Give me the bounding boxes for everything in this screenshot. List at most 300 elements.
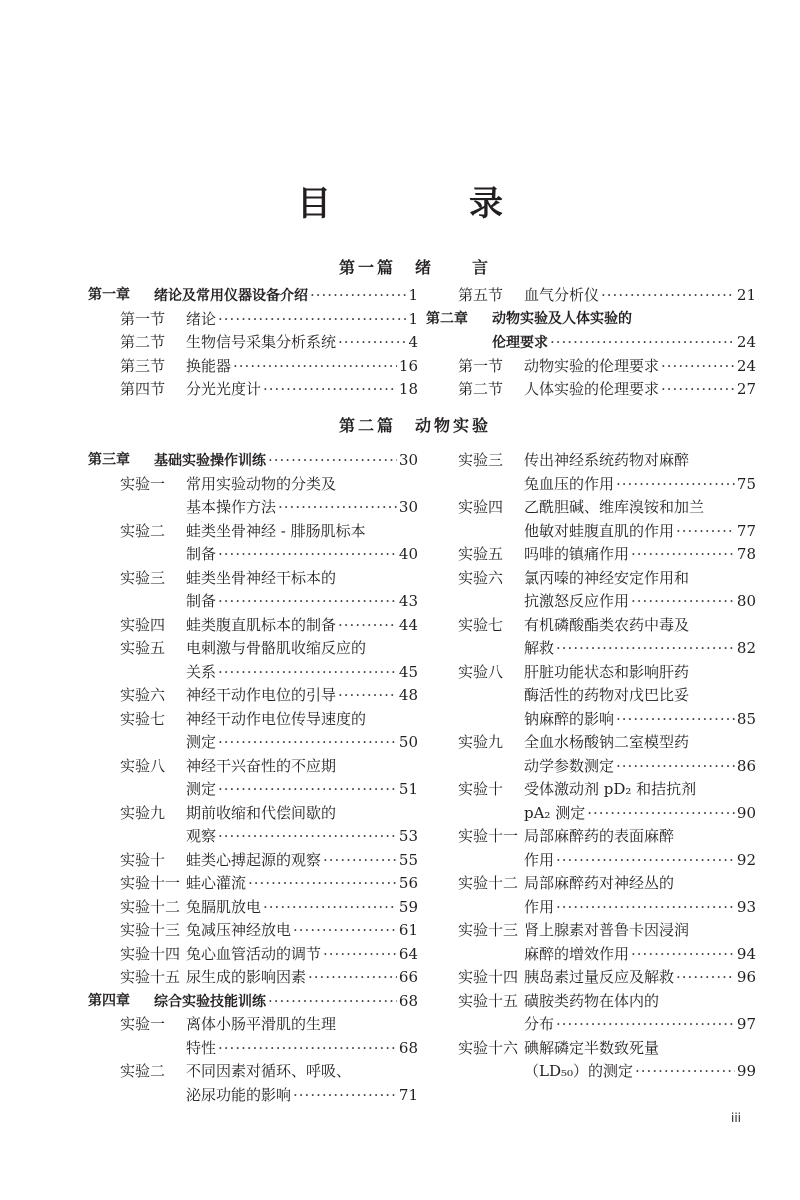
toc-entry-page: 94 — [736, 944, 756, 963]
toc-leader-dots — [323, 849, 397, 873]
toc-entry-text — [186, 1013, 418, 1037]
toc-entry — [426, 520, 756, 544]
page-title: 目 录 — [297, 184, 555, 224]
toc-entry-text — [186, 378, 418, 402]
toc-entry — [426, 966, 756, 990]
toc-leader-dots — [310, 284, 406, 308]
toc-entry — [88, 802, 418, 826]
toc-leader-dots — [293, 1084, 397, 1108]
toc-entry-title: 电刺激与骨骼肌收缩反应的 — [186, 639, 367, 657]
toc-leader-dots — [338, 331, 406, 355]
toc-entry-title: 蛙心灌流 — [186, 874, 247, 892]
toc-entry-title: 麻醉的增效作用 — [524, 944, 630, 963]
toc-entry-title: 血气分析仪 — [524, 286, 600, 304]
toc-entry-page: 53 — [398, 827, 418, 845]
toc-leader-dots — [218, 543, 397, 567]
toc-entry-page: 24 — [736, 356, 756, 375]
toc-entry-label: 实验七 — [458, 615, 504, 634]
toc-entry-page: 27 — [736, 380, 756, 398]
toc-entry — [88, 449, 418, 473]
toc-entry-title: 神经干动作电位传导速度的 — [186, 709, 367, 728]
toc-entry-text — [524, 355, 756, 379]
toc-entry-title: 作用 — [524, 897, 555, 916]
toc-entry-text — [186, 896, 418, 920]
toc-entry-title: 磺胺类药物在体内的 — [524, 991, 660, 1010]
toc-entry-text — [186, 825, 418, 849]
toc-entry-label: 实验十五 — [458, 991, 519, 1010]
toc-entry-text — [186, 355, 418, 379]
toc-entry-text — [154, 990, 418, 1015]
toc-entry-text — [186, 966, 418, 990]
toc-leader-dots — [218, 590, 397, 614]
toc-entry-title: 动物实验及人体实验的 — [492, 310, 632, 327]
toc-entry-title: 胰岛素过量反应及解救 — [524, 968, 675, 986]
toc-entry-page: 44 — [398, 615, 418, 634]
toc-entry-title: 人体实验的伦理要求 — [524, 380, 660, 398]
toc-entry-text — [524, 919, 756, 943]
toc-entry-label: 实验十六 — [458, 1038, 519, 1057]
toc-entry-label: 第一节 — [458, 356, 504, 375]
toc-entry-title: 观察 — [186, 827, 217, 845]
toc-entry — [88, 473, 418, 497]
toc-entry-title: 绪论及常用仪器设备介绍 — [154, 288, 308, 304]
toc-entry-page: 68 — [398, 1038, 418, 1057]
toc-entry-page: 1 — [408, 309, 418, 328]
toc-entry-page: 61 — [398, 921, 418, 939]
toc-entry-text — [492, 308, 756, 332]
toc-entry-label: 实验十 — [120, 850, 166, 869]
toc-entry-label: 实验十四 — [458, 968, 519, 986]
toc-entry-label: 实验一 — [120, 474, 166, 493]
toc-entry-title: 蛙类坐骨神经 - 腓肠肌标本 — [186, 521, 366, 540]
toc-entry-title: 局部麻醉药的表面麻醉 — [524, 827, 675, 845]
toc-leader-dots — [631, 543, 735, 567]
part-heading-1: 第一篇 绪 言 — [338, 258, 491, 277]
toc-entry — [426, 684, 756, 708]
toc-leader-dots — [218, 825, 397, 849]
toc-entry-page: 59 — [398, 897, 418, 916]
toc-entry — [88, 778, 418, 802]
toc-entry-text — [524, 614, 756, 638]
toc-entry — [88, 966, 418, 990]
toc-entry — [88, 661, 418, 685]
toc-entry — [426, 825, 756, 849]
toc-leader-dots — [248, 872, 397, 896]
toc-entry-label: 实验十二 — [120, 897, 181, 916]
toc-entry-text — [524, 1060, 756, 1084]
toc-entry-text — [186, 308, 418, 332]
toc-entry-title: 抗激怒反应作用 — [524, 592, 630, 610]
toc-entry-label: 第三节 — [120, 356, 166, 375]
toc-entry-text — [524, 990, 756, 1014]
toc-entry-title: 兔心血管活动的调节 — [186, 944, 322, 963]
toc-leader-dots — [601, 284, 735, 308]
toc-entry — [426, 708, 756, 732]
toc-entry-text — [524, 661, 756, 685]
toc-entry — [426, 1037, 756, 1061]
toc-entry — [426, 637, 756, 661]
toc-entry — [88, 308, 418, 332]
toc-entry-title: 绪论 — [186, 309, 217, 328]
toc-entry-label: 实验六 — [458, 568, 504, 587]
toc-entry-text — [186, 637, 418, 661]
toc-entry-text — [524, 684, 756, 708]
toc-leader-dots — [338, 614, 397, 638]
toc-entry — [426, 543, 756, 567]
toc-entry-page: 45 — [398, 662, 418, 681]
toc-entry — [88, 919, 418, 943]
toc-entry-page: 18 — [398, 380, 418, 398]
toc-entry-page: 24 — [736, 333, 756, 351]
toc-entry-title: 综合实验技能训练 — [154, 993, 266, 1010]
toc-entry-text — [186, 872, 418, 896]
toc-entry-title: 传出神经系统药物对麻醉 — [524, 451, 690, 469]
toc-entry — [426, 919, 756, 943]
toc-entry-label: 实验八 — [120, 756, 166, 775]
toc-entry — [88, 331, 418, 355]
toc-entry-title: 分布 — [524, 1015, 555, 1033]
toc-entry — [88, 896, 418, 920]
toc-entry-label: 第二章 — [426, 310, 468, 327]
toc-entry-title: 乙酰胆碱、维库溴铵和加兰 — [524, 498, 705, 516]
toc-entry-page: 77 — [736, 521, 756, 540]
toc-entry-text — [524, 802, 756, 826]
toc-entry — [426, 943, 756, 967]
toc-entry-page: 75 — [736, 474, 756, 493]
toc-leader-dots — [556, 637, 735, 661]
part-2-left-column — [88, 449, 418, 1107]
toc-entry-title: 神经干动作电位的引导 — [186, 686, 337, 704]
toc-entry-text — [154, 449, 418, 474]
toc-entry-page: 64 — [398, 944, 418, 963]
toc-entry — [426, 778, 756, 802]
toc-entry-label: 实验十一 — [120, 874, 181, 892]
toc-entry-title: 伦理要求 — [492, 335, 548, 351]
part-heading-2: 第二篇 动物实验 — [338, 416, 491, 435]
toc-entry-title: 分光光度计 — [186, 380, 262, 398]
toc-entry-title: 肝脏功能状态和影响肝药 — [524, 662, 690, 681]
toc-entry-text — [524, 284, 756, 308]
toc-entry-title: 肾上腺素对普鲁卡因浸润 — [524, 921, 690, 939]
toc-leader-dots — [278, 496, 397, 520]
toc-entry-title: 特性 — [186, 1038, 217, 1057]
toc-entry-label: 实验八 — [458, 662, 504, 681]
toc-entry-text — [186, 778, 418, 802]
toc-entry-text — [186, 614, 418, 638]
toc-entry-title: 动学参数测定 — [524, 756, 615, 775]
toc-entry — [88, 637, 418, 661]
toc-entry-title: 神经干兴奋性的不应期 — [186, 756, 337, 775]
toc-entry-page: 56 — [398, 874, 418, 892]
toc-entry-text — [524, 473, 756, 497]
toc-entry-text — [524, 755, 756, 779]
toc-entry-title: 蛙类腹直肌标本的制备 — [186, 615, 337, 634]
toc-entry-text — [186, 849, 418, 873]
toc-entry-text — [186, 1084, 418, 1108]
toc-entry-text — [186, 543, 418, 567]
toc-entry-title: 蛙类心搏起源的观察 — [186, 850, 322, 869]
toc-entry-text — [524, 708, 756, 732]
toc-entry-title: 期前收缩和代偿间歇的 — [186, 803, 337, 822]
toc-entry-text — [154, 284, 418, 309]
toc-entry — [426, 802, 756, 826]
toc-entry-title: 作用 — [524, 850, 555, 869]
toc-entry — [88, 943, 418, 967]
toc-entry-title: 泌尿功能的影响 — [186, 1085, 292, 1104]
toc-entry-page: 68 — [398, 991, 418, 1010]
toc-entry-text — [524, 966, 756, 990]
toc-entry-text — [186, 331, 418, 355]
toc-entry-page: 16 — [398, 356, 418, 375]
toc-entry — [426, 284, 756, 308]
toc-entry — [426, 355, 756, 379]
toc-entry-title: 钠麻醉的影响 — [524, 709, 615, 728]
toc-entry — [426, 331, 756, 355]
toc-entry — [426, 496, 756, 520]
toc-entry-text — [186, 708, 418, 732]
toc-entry — [88, 567, 418, 591]
toc-entry-page: 96 — [736, 968, 756, 986]
toc-entry — [88, 708, 418, 732]
toc-entry — [426, 661, 756, 685]
toc-entry-label: 实验十 — [458, 780, 504, 798]
toc-entry-page: 40 — [398, 545, 418, 563]
toc-entry-text — [186, 1037, 418, 1061]
toc-leader-dots — [616, 473, 735, 497]
toc-entry-text — [524, 896, 756, 920]
toc-entry-text — [524, 496, 756, 520]
toc-entry-label: 实验十四 — [120, 944, 181, 963]
toc-leader-dots — [676, 520, 735, 544]
toc-entry-page: 85 — [736, 709, 756, 728]
toc-entry-page: 93 — [736, 897, 756, 916]
toc-entry-label: 实验五 — [458, 545, 504, 563]
toc-entry-label: 实验七 — [120, 709, 166, 728]
toc-entry — [426, 590, 756, 614]
toc-entry-label: 实验三 — [458, 451, 504, 469]
toc-entry-text — [186, 567, 418, 591]
toc-entry-title: 关系 — [186, 662, 217, 681]
toc-entry-text — [186, 755, 418, 779]
toc-entry-page: 30 — [398, 451, 418, 469]
toc-entry-title: pA₂ 测定 — [524, 803, 586, 822]
toc-entry-page: 43 — [398, 592, 418, 610]
toc-entry — [426, 849, 756, 873]
toc-entry-title: 局部麻醉药对神经丛的 — [524, 874, 675, 892]
toc-entry-page: 71 — [398, 1085, 418, 1104]
toc-entry-text — [524, 1037, 756, 1061]
toc-entry-title: 有机磷酸酯类农药中毒及 — [524, 615, 690, 634]
toc-entry-title: 测定 — [186, 733, 217, 751]
toc-entry-title: 蛙类坐骨神经干标本的 — [186, 568, 337, 587]
toc-entry — [88, 1037, 418, 1061]
toc-entry-title: 基础实验操作训练 — [154, 453, 266, 469]
toc-entry-label: 实验十三 — [120, 921, 181, 939]
part-2-right-column — [426, 449, 756, 1084]
toc-entry-title: 解救 — [524, 639, 555, 657]
toc-leader-dots — [218, 661, 397, 685]
toc-leader-dots — [550, 331, 735, 355]
toc-entry-text — [524, 378, 756, 402]
toc-entry-text — [524, 449, 756, 473]
toc-entry-text — [524, 778, 756, 802]
toc-leader-dots — [233, 355, 397, 379]
toc-entry-page: 48 — [398, 686, 418, 704]
toc-entry-title: 动物实验的伦理要求 — [524, 356, 660, 375]
toc-entry — [426, 308, 756, 332]
toc-entry — [88, 1084, 418, 1108]
toc-entry-page: 50 — [398, 733, 418, 751]
toc-entry-page: 4 — [408, 333, 418, 351]
toc-leader-dots — [218, 1037, 397, 1061]
part-1-right-column — [426, 284, 756, 402]
toc-entry-label: 实验十五 — [120, 968, 181, 986]
toc-entry-text — [524, 872, 756, 896]
toc-entry-label: 第一节 — [120, 309, 166, 328]
toc-entry-label: 实验六 — [120, 686, 166, 704]
toc-entry-title: 制备 — [186, 592, 217, 610]
toc-entry — [88, 849, 418, 873]
toc-entry — [426, 755, 756, 779]
toc-entry-text — [524, 731, 756, 755]
toc-entry — [426, 731, 756, 755]
toc-entry — [88, 378, 418, 402]
toc-entry-title: 碘解磷定半数致死量 — [524, 1038, 660, 1057]
toc-entry-title: 常用实验动物的分类及 — [186, 474, 337, 493]
toc-leader-dots — [631, 590, 735, 614]
toc-entry-title: 兔膈肌放电 — [186, 897, 262, 916]
toc-leader-dots — [268, 990, 397, 1014]
toc-entry-text — [186, 473, 418, 497]
toc-entry-text — [186, 1060, 418, 1084]
toc-entry-title: 生物信号采集分析系统 — [186, 333, 337, 351]
toc-entry-title: 吗啡的镇痛作用 — [524, 545, 630, 563]
toc-entry-title: 受体激动剂 pD₂ 和拮抗剂 — [524, 780, 697, 798]
toc-entry-label: 实验十二 — [458, 874, 519, 892]
toc-entry — [426, 872, 756, 896]
toc-entry-text — [524, 520, 756, 544]
toc-entry-label: 第四章 — [88, 992, 130, 1009]
toc-entry-label: 第二节 — [458, 380, 504, 398]
toc-entry-title: 测定 — [186, 780, 217, 798]
toc-leader-dots — [631, 943, 735, 967]
toc-entry-label: 实验九 — [458, 733, 504, 751]
toc-entry-text — [524, 1013, 756, 1037]
toc-leader-dots — [661, 378, 735, 402]
toc-entry — [88, 684, 418, 708]
toc-entry-label: 实验四 — [120, 615, 166, 634]
toc-entry-text — [186, 919, 418, 943]
toc-entry — [88, 731, 418, 755]
toc-entry-label: 实验五 — [120, 639, 166, 657]
toc-entry — [426, 567, 756, 591]
toc-entry-title: 制备 — [186, 545, 217, 563]
toc-entry — [88, 496, 418, 520]
toc-entry-title: 氯丙嗪的神经安定作用和 — [524, 568, 690, 587]
toc-entry — [426, 449, 756, 473]
toc-entry — [88, 1060, 418, 1084]
toc-entry-title: 换能器 — [186, 356, 232, 375]
toc-entry-page: 86 — [736, 756, 756, 775]
toc-entry-page: 78 — [736, 545, 756, 563]
toc-entry-text — [186, 684, 418, 708]
toc-entry-text — [186, 802, 418, 826]
toc-entry-title: 酶活性的药物对戊巴比妥 — [524, 686, 690, 704]
toc-entry-text — [186, 496, 418, 520]
toc-entry-text — [524, 637, 756, 661]
toc-entry-label: 第五节 — [458, 286, 504, 304]
toc-leader-dots — [661, 355, 735, 379]
toc-entry — [88, 284, 418, 308]
part-1-left-column — [88, 284, 418, 402]
toc-entry — [88, 355, 418, 379]
toc-entry-title: 全血水杨酸钠二室模型药 — [524, 733, 690, 751]
toc-entry-label: 实验二 — [120, 521, 166, 540]
toc-leader-dots — [616, 755, 735, 779]
toc-entry-label: 第一章 — [88, 287, 130, 303]
toc-entry-text — [524, 590, 756, 614]
toc-leader-dots — [293, 919, 397, 943]
toc-entry-title: 尿生成的影响因素 — [186, 968, 307, 986]
toc-entry-page: 1 — [408, 286, 418, 304]
toc-leader-dots — [308, 966, 397, 990]
toc-leader-dots — [263, 378, 397, 402]
toc-entry — [426, 614, 756, 638]
toc-leader-dots — [218, 308, 406, 332]
toc-entry-label: 第四节 — [120, 380, 166, 398]
toc-leader-dots — [268, 449, 397, 473]
toc-entry — [88, 1013, 418, 1037]
toc-leader-dots — [676, 966, 735, 990]
toc-entry — [88, 543, 418, 567]
toc-entry-text — [524, 567, 756, 591]
toc-entry-title: 基本操作方法 — [186, 498, 277, 516]
toc-entry — [88, 520, 418, 544]
toc-entry-page: 55 — [398, 850, 418, 869]
toc-entry — [426, 378, 756, 402]
toc-entry-text — [186, 520, 418, 544]
toc-entry-title: 不同因素对循环、呼吸、 — [186, 1062, 352, 1080]
toc-entry-text — [524, 825, 756, 849]
toc-leader-dots — [323, 943, 397, 967]
toc-entry-page: 80 — [736, 592, 756, 610]
toc-entry-page: 51 — [398, 780, 418, 798]
toc-entry-label: 实验十三 — [458, 921, 519, 939]
toc-entry-page: 99 — [736, 1062, 756, 1080]
toc-entry — [88, 590, 418, 614]
page-number: iii — [731, 1111, 742, 1125]
toc-entry — [88, 990, 418, 1014]
toc-entry-label: 实验一 — [120, 1015, 166, 1033]
toc-leader-dots — [616, 708, 735, 732]
toc-entry — [88, 755, 418, 779]
toc-leader-dots — [635, 1060, 735, 1084]
toc-entry-page: 82 — [736, 639, 756, 657]
toc-entry — [88, 614, 418, 638]
toc-entry-label: 实验三 — [120, 568, 166, 587]
toc-entry-label: 实验九 — [120, 803, 166, 822]
toc-entry — [426, 990, 756, 1014]
toc-entry — [88, 825, 418, 849]
toc-leader-dots — [556, 1013, 735, 1037]
toc-leader-dots — [556, 896, 735, 920]
toc-entry-title: 兔减压神经放电 — [186, 921, 292, 939]
toc-entry-title: （LD₅₀）的测定 — [524, 1062, 634, 1080]
toc-entry — [88, 872, 418, 896]
toc-entry-text — [186, 661, 418, 685]
toc-entry — [426, 1060, 756, 1084]
toc-leader-dots — [218, 731, 397, 755]
